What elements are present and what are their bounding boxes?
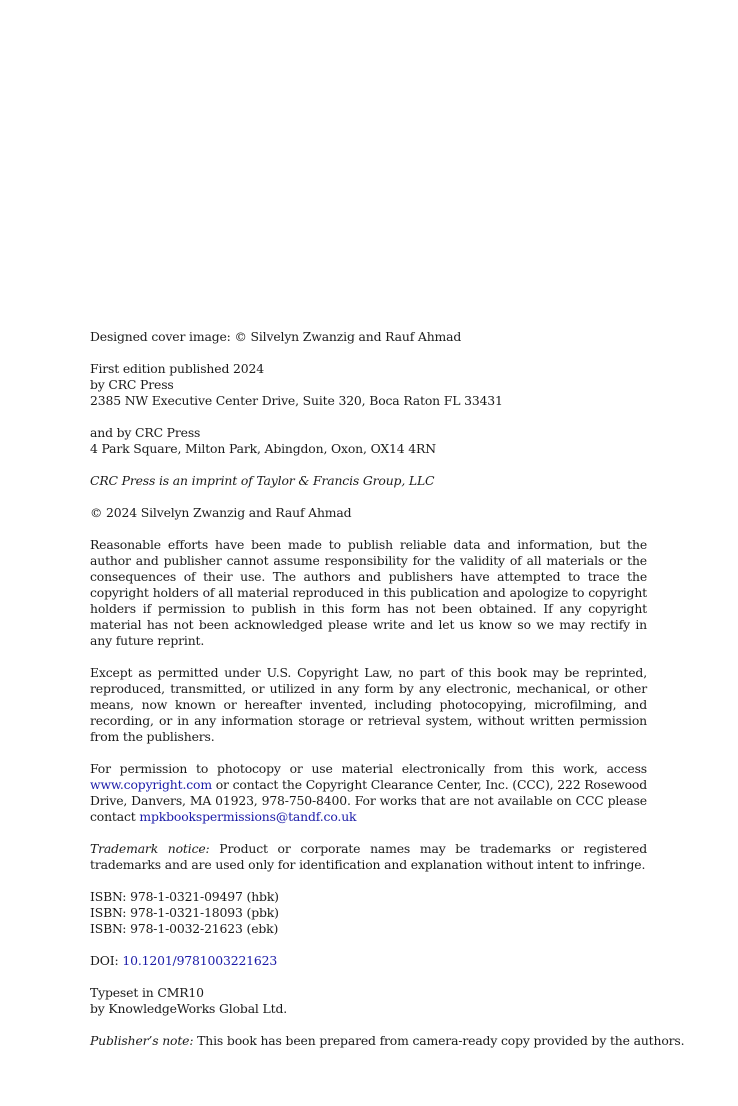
publisher-note-text: This book has been prepared from camera-ready copy provided by the authors. [193,1033,685,1048]
typesetter-name: by KnowledgeWorks Global Ltd. [90,1001,288,1016]
second-publisher-name: and by CRC Press [90,425,201,440]
trademark-text: Product or corporate names may be trademarks or registered trademarks and are used only for identification and explanation without intent to infringe. [90,841,648,872]
doi-label: DOI: [90,953,123,968]
isbn-pbk: ISBN: 978-1-0321-18093 (pbk) [90,905,279,920]
imprint-block [90,473,647,489]
edition-line: First edition published 2024 [90,361,264,376]
cover-credit: Designed cover image: © Silvelyn Zwanzig and Rauf Ahmad [90,329,462,344]
copyright-law-paragraph: Except as permitted under U.S. Copyright Law, no part of this book may be reprinted, reproduced, transmitted, or utilized in any form by any electronic, mechanical, or other means, now known or hereafter invented, including photocopying, microfilming, and recording, or in any information storage or retrieval system, without written permission from the publishers. [90,665,647,744]
copyright-block [90,505,647,521]
typeset-block [90,985,647,1017]
edition-block [90,361,647,409]
doi-block [90,953,647,969]
disclaimer-paragraph: Reasonable efforts have been made to publish reliable data and information, but the author and publisher cannot assume responsibility for the validity of all materials or the consequences of their use. The authors and publishers have attempted to trace the copyright holders of all material reproduced in this publication and apologize to copyright holders if permission to publish in this form has not been obtained. If any copyright material has not been acknowledged please write and let us know so we may rectify in any future reprint. [90,537,647,648]
publisher-name: by CRC Press [90,377,174,392]
trademark-label: Trademark notice: [90,841,210,856]
copyright-line: © 2024 Silvelyn Zwanzig and Rauf Ahmad [90,505,352,520]
second-publisher-address: 4 Park Square, Milton Park, Abingdon, Oxon, OX14 4RN [90,441,436,456]
copyright-website-link[interactable]: www.copyright.com [90,777,212,792]
publisher-note-line [90,1033,685,1049]
permission-paragraph [90,761,647,825]
trademark-paragraph [90,841,647,873]
imprint-note: CRC Press is an imprint of Taylor & Francis Group, LLC [90,473,435,488]
doi-line [90,953,647,969]
permission-text-before: For permission to photocopy or use material electronically from this work, access [90,761,647,776]
copyright-content [90,329,685,1065]
permissions-email-link[interactable]: mpkbookspermissions@tandf.co.uk [139,809,357,824]
publisher-note-block [90,1033,685,1049]
isbn-block [90,889,647,937]
doi-link[interactable]: 10.1201/9781003221623 [122,953,278,968]
publisher-address: 2385 NW Executive Center Drive, Suite 320, Boca Raton FL 33431 [90,393,503,408]
publisher-note-label: Publisher’s note: [90,1033,194,1048]
typeset-line: Typeset in CMR10 [90,985,204,1000]
cover-credit-block [90,329,647,345]
isbn-hbk: ISBN: 978-1-0321-09497 (hbk) [90,889,279,904]
permission-text-middle: or contact the Copyright Clearance Center, Inc. (CCC), 222 Rosewood Drive, Danvers, MA 01923, 978-750-8400. For works that are not available on CCC please contact [90,777,647,824]
isbn-ebk: ISBN: 978-1-0032-21623 (ebk) [90,921,279,936]
second-publisher-block [90,425,647,457]
